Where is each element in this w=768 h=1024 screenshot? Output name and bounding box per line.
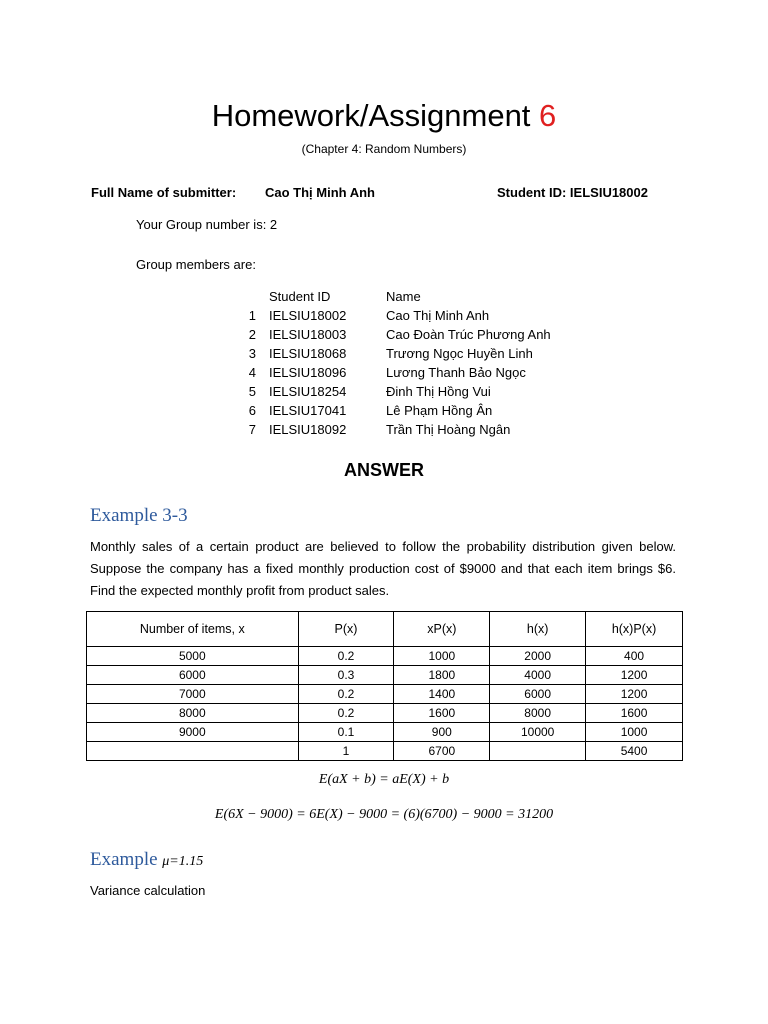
mu-value: μ=1.15 [162, 854, 204, 869]
table-cell: 1600 [394, 704, 490, 723]
list-item [240, 363, 606, 382]
title-number: 6 [539, 98, 557, 133]
table-cell: 1800 [394, 666, 490, 685]
table-cell: 1400 [394, 685, 490, 704]
member-name: Trương Ngọc Huyền Linh [386, 346, 533, 361]
table-cell: 2000 [490, 647, 586, 666]
table-row [87, 647, 683, 666]
table-cell: 1000 [586, 723, 683, 742]
table-cell: 400 [586, 647, 683, 666]
probability-table [86, 611, 683, 761]
member-index: 3 [248, 346, 256, 361]
table-cell: 6000 [87, 666, 299, 685]
table-row [87, 704, 683, 723]
table-cell: 1200 [586, 685, 683, 704]
table-header-cell: h(x)P(x) [586, 612, 683, 647]
member-name: Lê Phạm Hồng Ân [386, 403, 493, 418]
table-cell: 1 [298, 742, 394, 761]
table-cell: 0.3 [298, 666, 394, 685]
member-index: 6 [248, 403, 256, 418]
table-cell [87, 742, 299, 761]
example2-heading: Example [90, 849, 158, 870]
expectation-formula: E(aX + b) = aE(X) + b [318, 772, 450, 787]
table-cell: 10000 [490, 723, 586, 742]
table-header-cell: h(x) [490, 612, 586, 647]
submitter-name: Cao Thị Minh Anh [265, 185, 375, 200]
table-row [87, 666, 683, 685]
table-cell: 1600 [586, 704, 683, 723]
table-cell: 1000 [394, 647, 490, 666]
profit-formula: E(6X − 9000) = 6E(X) − 9000 = (6)(6700) − 9000 = 31200 [214, 807, 554, 822]
table-cell: 0.1 [298, 723, 394, 742]
members-header-id: Student ID [269, 289, 331, 304]
members-header-name: Name [386, 289, 421, 304]
member-index: 5 [248, 384, 256, 399]
list-item [240, 344, 606, 363]
member-index: 4 [248, 365, 256, 380]
member-index: 1 [248, 308, 256, 323]
submitter-student-id: Student ID: IELSIU18002 [497, 185, 648, 200]
member-id: IELSIU18003 [269, 327, 347, 342]
members-header-index [240, 287, 256, 306]
table-cell: 4000 [490, 666, 586, 685]
table-header-cell: Number of items, x [87, 612, 299, 647]
submitter-label: Full Name of submitter: [91, 185, 237, 200]
list-item [240, 382, 606, 401]
member-id: IELSIU18068 [269, 346, 347, 361]
table-row [87, 685, 683, 704]
list-item [240, 325, 606, 344]
list-item [240, 420, 606, 439]
member-index: 2 [248, 327, 256, 342]
group-members-label: Group members are: [136, 257, 256, 272]
title-text: Homework/Assignment [211, 98, 531, 133]
variance-label: Variance calculation [90, 883, 206, 898]
table-cell: 1200 [586, 666, 683, 685]
page-title [0, 96, 768, 136]
table-cell: 0.2 [298, 704, 394, 723]
member-id: IELSIU18002 [269, 308, 347, 323]
member-id: IELSIU18096 [269, 365, 347, 380]
group-number: Your Group number is: 2 [136, 217, 278, 232]
example-heading: Example 3-3 [90, 505, 188, 526]
table-cell: 6000 [490, 685, 586, 704]
example2-heading-row [90, 849, 203, 871]
table-header-row [87, 612, 683, 647]
table-cell: 8000 [490, 704, 586, 723]
group-members-list [240, 287, 606, 439]
table-cell: 5000 [87, 647, 299, 666]
problem-text [90, 536, 676, 602]
table-cell: 0.2 [298, 685, 394, 704]
member-id: IELSIU17041 [269, 403, 347, 418]
list-item [240, 306, 606, 325]
table-cell: 0.2 [298, 647, 394, 666]
member-id: IELSIU18254 [269, 384, 347, 399]
member-name: Cao Thị Minh Anh [386, 308, 490, 323]
table-cell: 7000 [87, 685, 299, 704]
member-id: IELSIU18092 [269, 422, 347, 437]
answer-heading: ANSWER [344, 460, 424, 480]
page-subtitle: (Chapter 4: Random Numbers) [301, 142, 467, 156]
table-cell: 9000 [87, 723, 299, 742]
table-row [87, 723, 683, 742]
table-header-cell: xP(x) [394, 612, 490, 647]
members-header [240, 287, 606, 306]
table-row-total [87, 742, 683, 761]
table-header-cell: P(x) [298, 612, 394, 647]
member-name: Lương Thanh Bảo Ngọc [386, 365, 526, 380]
member-index: 7 [248, 422, 256, 437]
table-cell: 6700 [394, 742, 490, 761]
member-name: Đinh Thị Hồng Vui [386, 384, 491, 399]
table-cell: 8000 [87, 704, 299, 723]
list-item [240, 401, 606, 420]
table-cell [490, 742, 586, 761]
table-cell: 5400 [586, 742, 683, 761]
member-name: Cao Đoàn Trúc Phương Anh [386, 327, 551, 342]
problem-paragraph: Monthly sales of a certain product are believed to follow the probability distribution given below. Suppose the company has a fixed monthly production cost of $9000 and that each item brings $6. Find the expected monthly profit from product sales. [90, 539, 676, 598]
table-cell: 900 [394, 723, 490, 742]
member-name: Trần Thị Hoàng Ngân [386, 422, 511, 437]
